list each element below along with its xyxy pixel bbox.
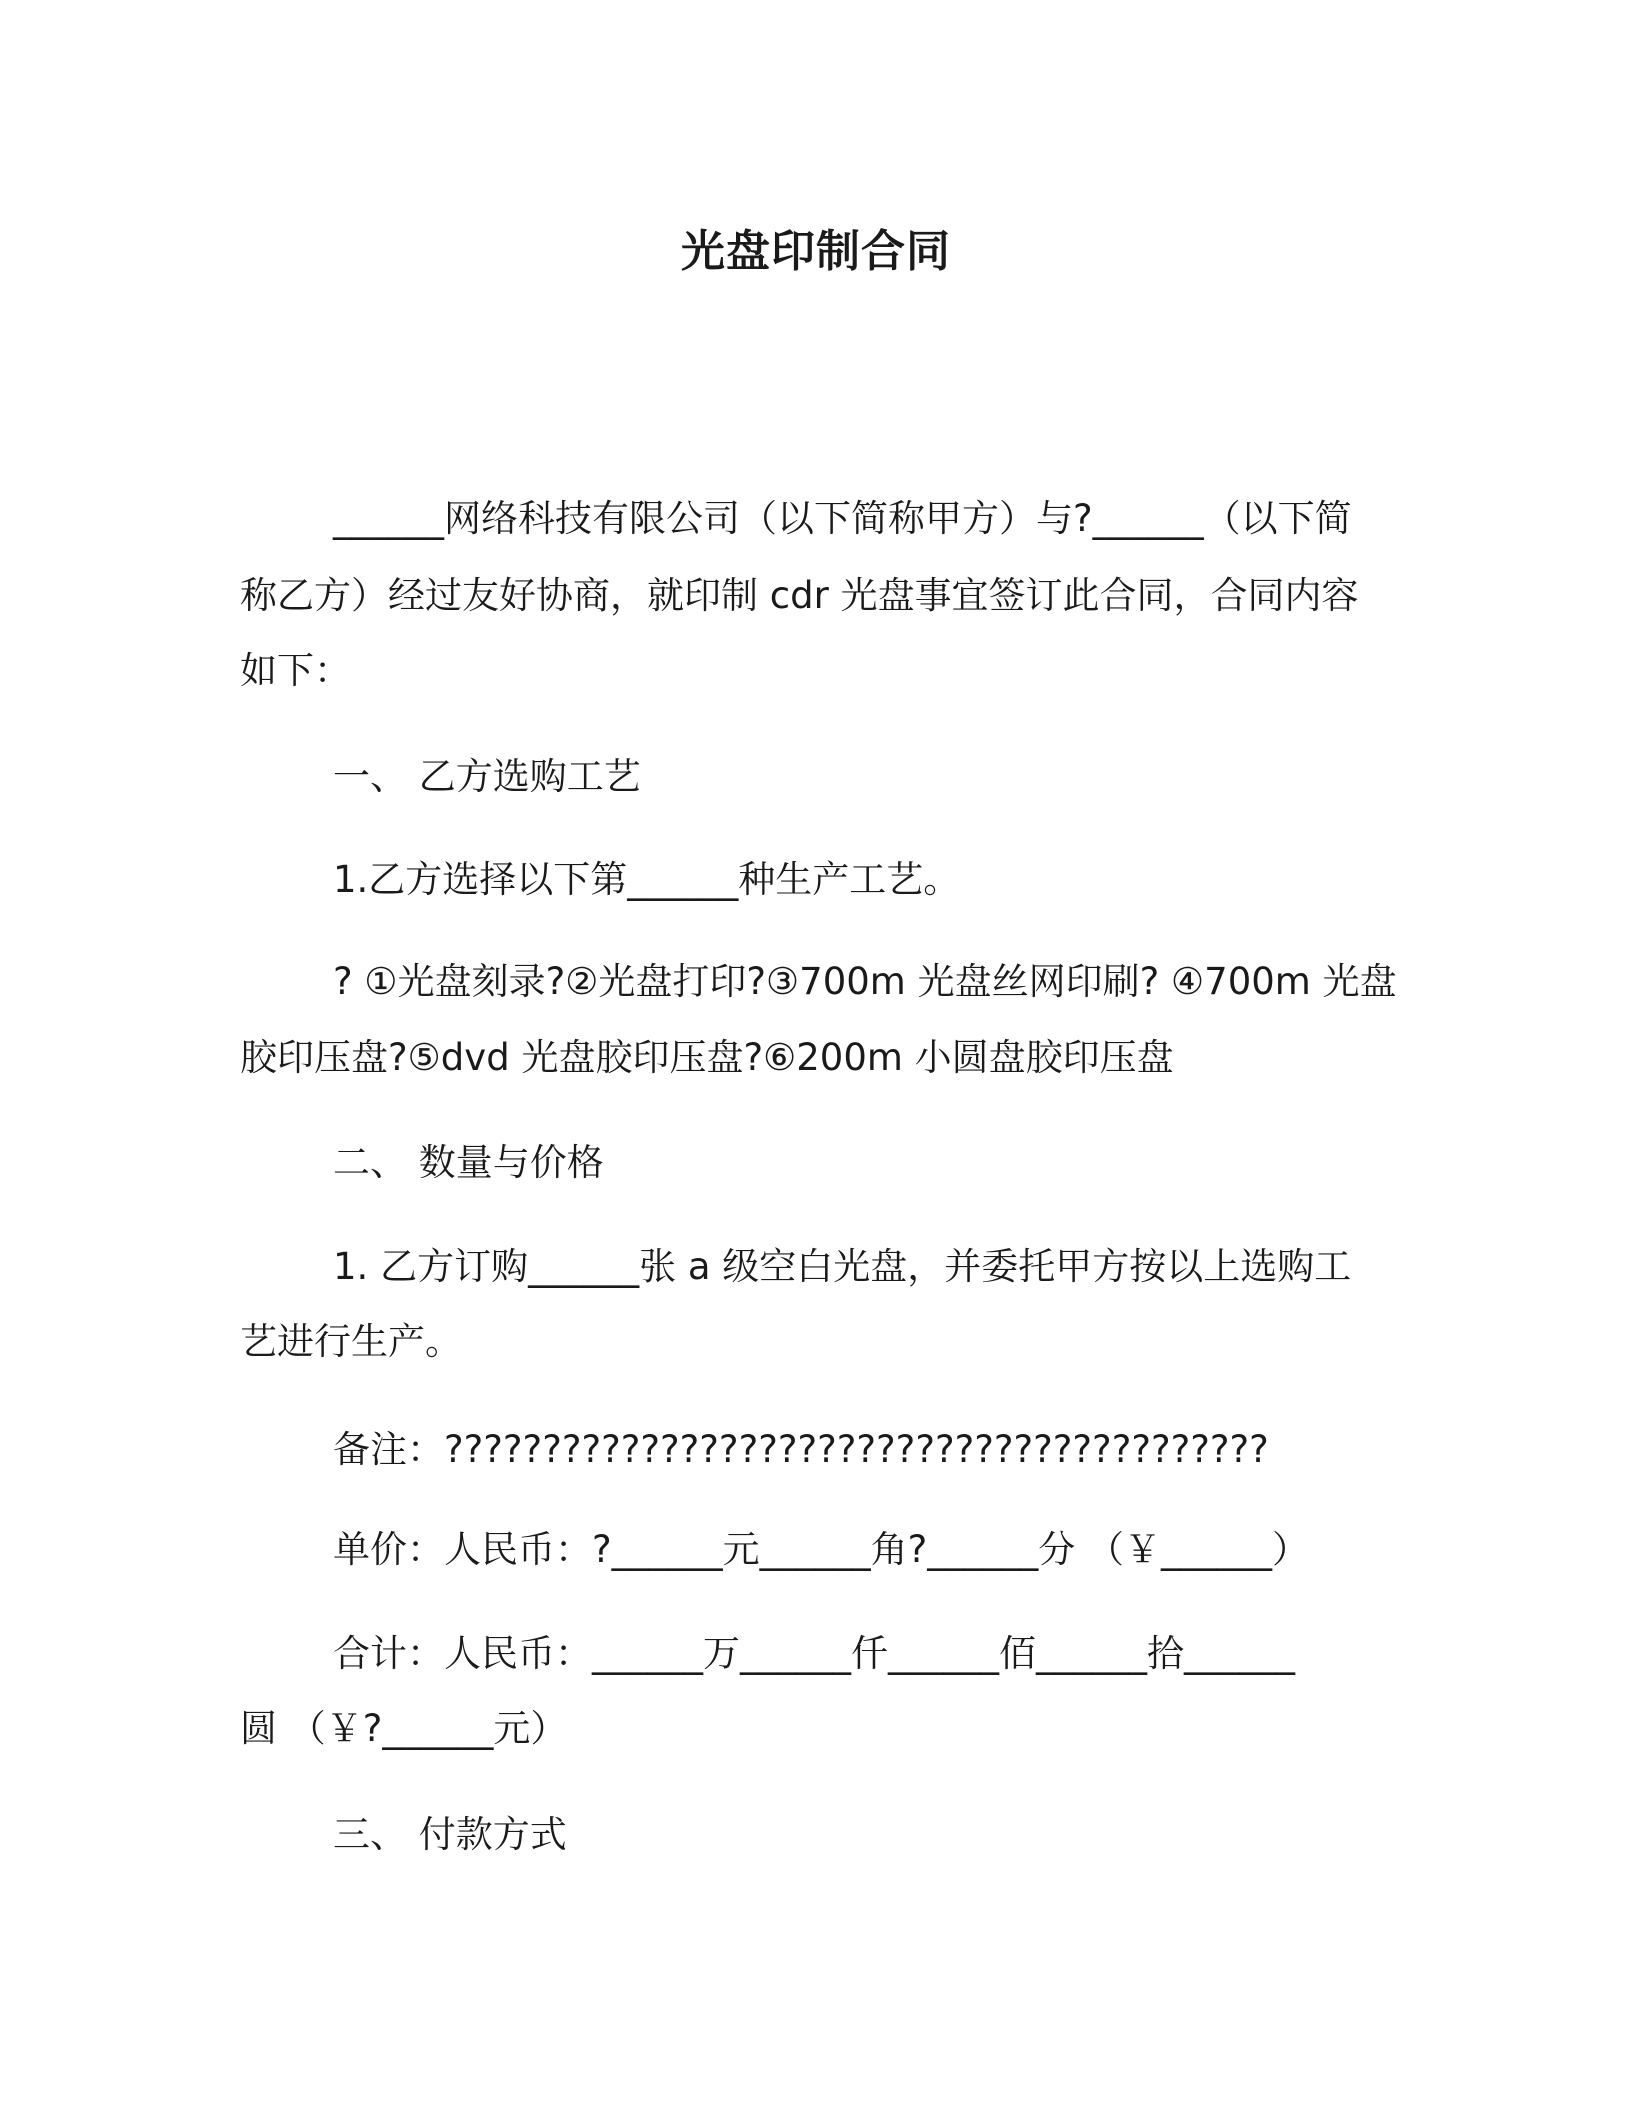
intro-line-3: 如下：	[240, 649, 351, 692]
section-1-options-line-1: ? ①光盘刻录?②光盘打印?③700m 光盘丝网印刷? ④700m 光盘	[333, 960, 1397, 1003]
intro-line-1: ______网络科技有限公司（以下简称甲方）与?______（以下简	[333, 497, 1352, 540]
section-2-unit-price: 单价：人民币：?______元______角?______分 （￥______）	[333, 1528, 1310, 1571]
section-2-item-1-line-1: 1. 乙方订购______张 a 级空白光盘，并委托甲方按以上选购工	[333, 1245, 1352, 1288]
section-2-heading: 二、 数量与价格	[333, 1141, 604, 1184]
section-2-remark: 备注：??????????????????????????????????????????	[333, 1428, 1269, 1471]
section-2-total-line-1: 合计：人民币：______万______仟______佰______拾______	[333, 1632, 1295, 1675]
section-3-heading: 三、 付款方式	[333, 1813, 567, 1856]
document-title: 光盘印制合同	[681, 226, 951, 277]
section-1-options-line-2: 胶印压盘?⑤dvd 光盘胶印压盘?⑥200m 小圆盘胶印压盘	[240, 1036, 1174, 1079]
intro-line-2: 称乙方）经过友好协商，就印制 cdr 光盘事宜签订此合同，合同内容	[240, 574, 1359, 617]
section-1-item-1: 1.乙方选择以下第______种生产工艺。	[333, 858, 961, 901]
section-2-item-1-line-2: 艺进行生产。	[240, 1320, 462, 1363]
section-1-heading: 一、 乙方选购工艺	[333, 755, 641, 798]
section-2-total-line-2: 圆 （￥?______元）	[240, 1707, 568, 1750]
